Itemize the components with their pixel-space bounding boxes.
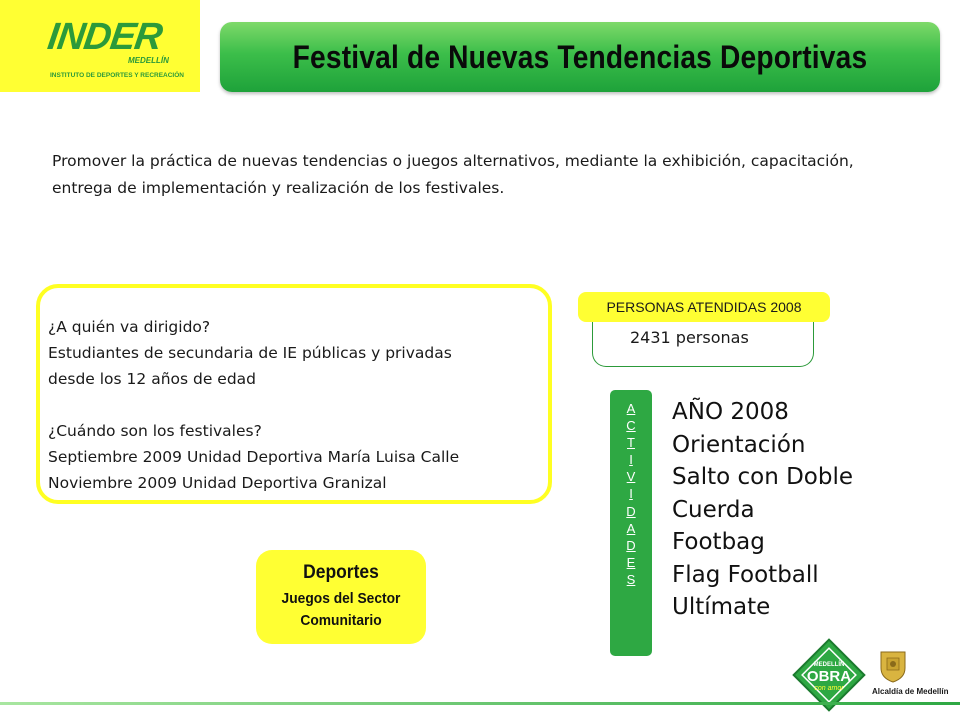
obra-line3: con amor bbox=[814, 685, 844, 692]
sports-box bbox=[256, 550, 426, 644]
target-line bbox=[48, 392, 459, 418]
activity-item: Salto con Doble bbox=[672, 464, 854, 490]
target-line: Septiembre 2009 Unidad Deportiva María Luisa Calle bbox=[48, 448, 460, 466]
target-line: Estudiantes de secundaria de IE públicas y privadas bbox=[48, 344, 452, 362]
vertical-letter: E bbox=[626, 554, 636, 570]
vertical-letter: C bbox=[626, 418, 636, 434]
logo-subtitle: INSTITUTO DE DEPORTES Y RECREACIÓN bbox=[50, 72, 184, 79]
logo-city: MEDELLÍN bbox=[128, 56, 169, 65]
activity-item: Ultímate bbox=[672, 594, 771, 620]
activity-item: Flag Football bbox=[672, 561, 819, 588]
inder-logo bbox=[0, 0, 200, 92]
persons-label: PERSONAS ATENDIDAS 2008 bbox=[578, 292, 830, 322]
vertical-letter: D bbox=[626, 503, 636, 519]
vertical-letter: I bbox=[629, 486, 633, 502]
vertical-letter: A bbox=[626, 520, 636, 536]
bottom-divider bbox=[0, 702, 960, 705]
activities-list bbox=[672, 396, 853, 624]
vertical-letter: S bbox=[626, 571, 636, 587]
activity-item: AÑO 2008 bbox=[672, 399, 789, 425]
page-title: Festival de Nuevas Tendencias Deportivas bbox=[292, 39, 868, 75]
target-line: ¿A quién va dirigido? bbox=[48, 318, 211, 336]
vertical-letter: V bbox=[626, 469, 636, 485]
activities-vertical-label bbox=[610, 400, 652, 588]
persons-value: 2431 personas bbox=[630, 328, 749, 347]
title-banner bbox=[220, 22, 940, 92]
vertical-letter: D bbox=[626, 537, 636, 553]
target-line: desde los 12 años de edad bbox=[48, 370, 257, 388]
activity-item: Footbag bbox=[672, 529, 765, 555]
vertical-letter: A bbox=[626, 401, 636, 416]
obra-line2: OBRA bbox=[806, 668, 852, 685]
logo-name: INDER bbox=[45, 16, 165, 58]
vertical-letter: I bbox=[629, 452, 633, 468]
target-info-text bbox=[48, 314, 459, 496]
sports-subtitle-2: Comunitario bbox=[300, 612, 382, 629]
intro-paragraph: Promover la práctica de nuevas tendencias o juegos alternativos, mediante la exhibición, capacitación, entrega de implementación y realización de los festivales. bbox=[52, 152, 854, 197]
activity-item: Cuerda bbox=[672, 496, 755, 523]
sports-title: Deportes bbox=[303, 562, 379, 583]
alcaldia-label: Alcaldía de Medellín bbox=[872, 687, 949, 696]
sports-subtitle-1: Juegos del Sector bbox=[281, 590, 401, 607]
target-line: ¿Cuándo son los festivales? bbox=[48, 422, 262, 440]
activity-item: Orientación bbox=[672, 431, 806, 458]
target-line: Noviembre 2009 Unidad Deportiva Granizal bbox=[48, 474, 387, 492]
alcaldia-shield-icon bbox=[878, 648, 908, 684]
obra-line1: MEDELLÍN bbox=[813, 662, 845, 668]
vertical-letter: T bbox=[627, 435, 635, 451]
